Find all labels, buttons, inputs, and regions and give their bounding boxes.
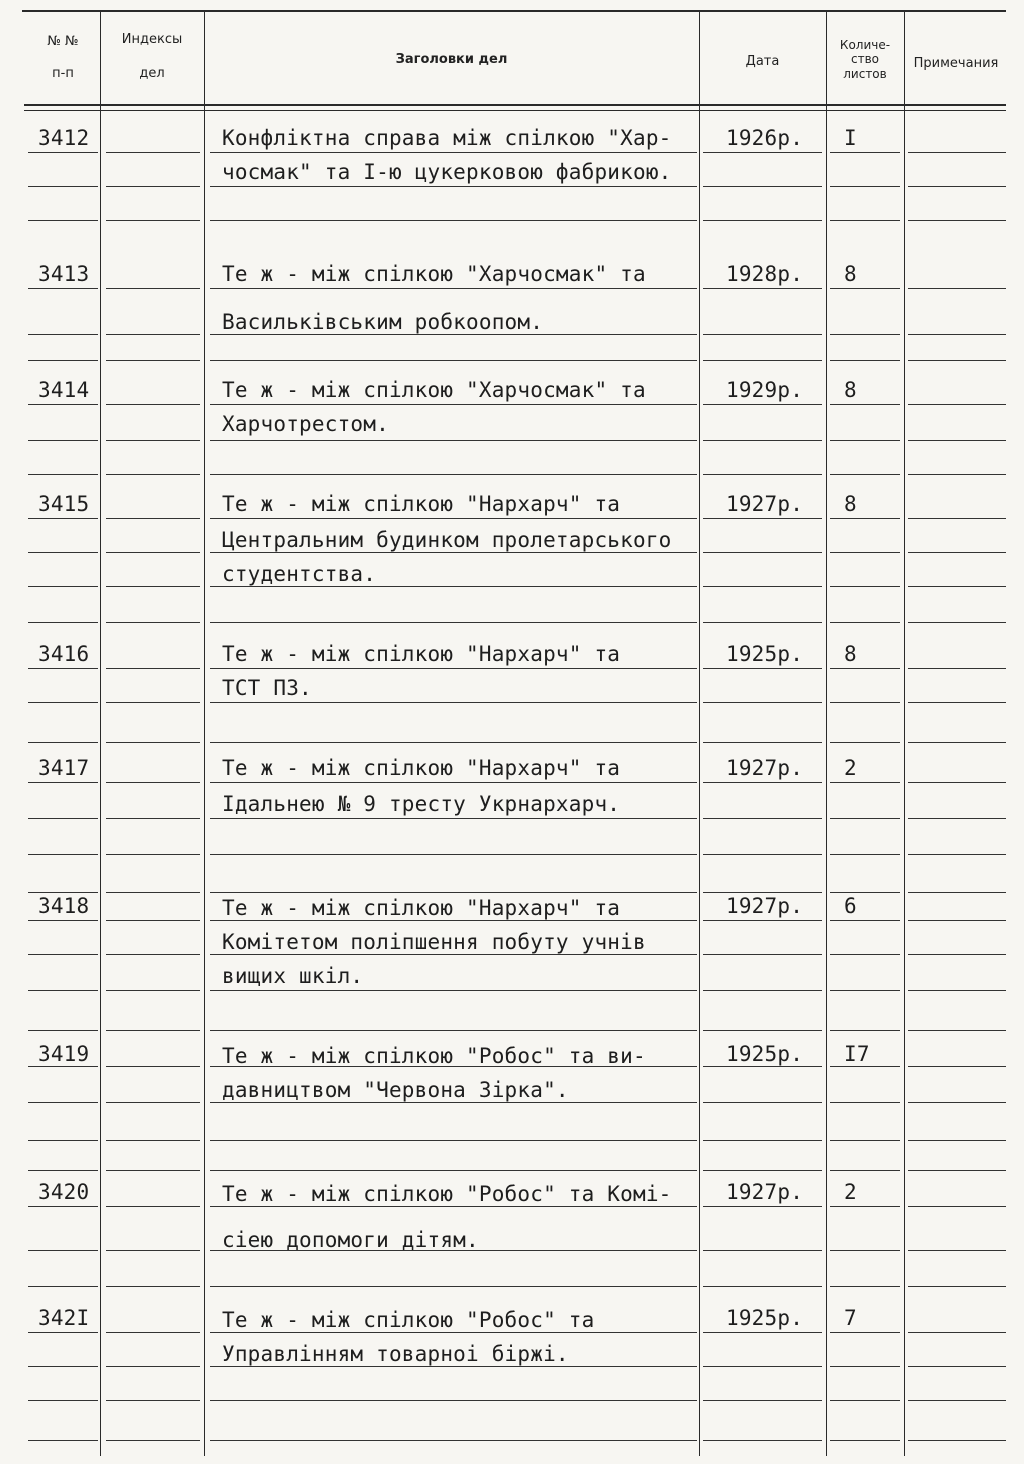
ruled-line [106, 818, 200, 819]
ruled-line [830, 1066, 900, 1067]
ruled-line [106, 1206, 200, 1207]
ruled-line [908, 1030, 1006, 1031]
ruled-line [210, 1170, 697, 1171]
ruled-line [28, 474, 98, 475]
ruled-line [703, 622, 822, 623]
header-index-line: дел [139, 66, 165, 82]
ruled-line [28, 334, 98, 335]
record-title-line: студентства. [222, 562, 377, 586]
record-number: 3420 [38, 1180, 90, 1204]
ruled-line [106, 186, 200, 187]
ruled-line [210, 892, 697, 893]
record-date: 1926р. [726, 126, 804, 150]
ruled-line [703, 1332, 822, 1333]
ruled-line [210, 990, 697, 991]
ruled-line [210, 1286, 697, 1287]
ruled-line [908, 1332, 1006, 1333]
ruled-line [908, 1170, 1006, 1171]
ruled-line [908, 1286, 1006, 1287]
ruled-line [28, 920, 98, 921]
record-title-line: Те ж - мiж спiлкою "Нархарч" та [222, 756, 621, 780]
ruled-line [703, 1140, 822, 1141]
ruled-line [106, 1332, 200, 1333]
header-count-line: Количе- [839, 38, 891, 52]
ruled-line [908, 440, 1006, 441]
ruled-line [28, 1066, 98, 1067]
ruled-line [830, 186, 900, 187]
ruled-line [28, 702, 98, 703]
ruled-line [703, 742, 822, 743]
ruled-line [106, 892, 200, 893]
ruled-line [106, 702, 200, 703]
ruled-line [106, 404, 200, 405]
ruled-line [703, 220, 822, 221]
record-title-line: Те ж - мiж спiлкою "Робос" та ви- [222, 1044, 646, 1068]
ruled-line [703, 404, 822, 405]
ruled-line [830, 586, 900, 587]
ruled-line [908, 152, 1006, 153]
ruled-line [908, 552, 1006, 553]
ruled-line [28, 954, 98, 955]
ruled-line [703, 702, 822, 703]
ruled-line [106, 1366, 200, 1367]
header-number [28, 34, 98, 99]
ruled-line [28, 404, 98, 405]
header-index [102, 32, 202, 101]
record-date: 1925р. [726, 1042, 804, 1066]
ruled-line [908, 742, 1006, 743]
ruled-line [830, 702, 900, 703]
ruled-line [106, 1440, 200, 1441]
ruled-line [703, 1366, 822, 1367]
ruled-line [106, 552, 200, 553]
ruled-line [830, 1366, 900, 1367]
ruled-line [908, 220, 1006, 221]
record-title-line: Управлiнням товарноi бiржi. [222, 1342, 569, 1366]
ruled-line [703, 1066, 822, 1067]
ruled-line [703, 1102, 822, 1103]
ruled-line [106, 954, 200, 955]
record-number: 3417 [38, 756, 90, 780]
ruled-line [908, 518, 1006, 519]
ruled-line [703, 474, 822, 475]
ruled-line [830, 920, 900, 921]
ruled-line [703, 288, 822, 289]
record-number: 3415 [38, 492, 90, 516]
record-number: 3419 [38, 1042, 90, 1066]
ruled-line [28, 1366, 98, 1367]
record-title-line: давництвом "Червона Зiрка". [222, 1078, 569, 1102]
header-count-line: листов [843, 66, 887, 81]
ruled-line [830, 288, 900, 289]
ruled-line [908, 920, 1006, 921]
ruled-line [210, 1332, 697, 1333]
ruled-line [28, 1332, 98, 1333]
ruled-line [210, 474, 697, 475]
header-count [826, 38, 904, 81]
ruled-line [210, 920, 697, 921]
ruled-line [28, 892, 98, 893]
ruled-line [28, 1206, 98, 1207]
header-number-line: п-п [52, 66, 74, 82]
ruled-line [703, 1440, 822, 1441]
ruled-line [28, 1400, 98, 1401]
ruled-line [908, 404, 1006, 405]
ruled-line [28, 818, 98, 819]
ruled-line [830, 152, 900, 153]
ruled-line [703, 920, 822, 921]
record-title-line: вищих шкiл. [222, 964, 364, 988]
ruled-line [830, 474, 900, 475]
ruled-line [703, 518, 822, 519]
ruled-line [28, 668, 98, 669]
ruled-line [106, 1030, 200, 1031]
column-divider [904, 12, 905, 1456]
ruled-line [210, 1140, 697, 1141]
ruled-line [106, 1250, 200, 1251]
ruled-line [830, 1440, 900, 1441]
record-date: 1925р. [726, 642, 804, 666]
ruled-line [830, 1170, 900, 1171]
ruled-line [210, 334, 697, 335]
ruled-line [28, 518, 98, 519]
ruled-line [830, 782, 900, 783]
ruled-line [703, 818, 822, 819]
record-number: 3412 [38, 126, 90, 150]
ruled-line [703, 1206, 822, 1207]
column-divider [204, 12, 205, 1456]
ruled-line [28, 552, 98, 553]
ruled-line [703, 360, 822, 361]
top-rule [22, 10, 1006, 12]
record-date: 1927р. [726, 492, 804, 516]
ruled-line [28, 782, 98, 783]
ruled-line [830, 622, 900, 623]
ruled-line [210, 186, 697, 187]
ruled-line [703, 854, 822, 855]
ruled-line [908, 1366, 1006, 1367]
ruled-line [908, 186, 1006, 187]
ruled-line [106, 668, 200, 669]
ruled-line [703, 586, 822, 587]
ruled-line [703, 552, 822, 553]
record-date: 1925р. [726, 1306, 804, 1330]
ruled-line [830, 1332, 900, 1333]
header-date: Дата [745, 54, 780, 69]
ruled-line [210, 360, 697, 361]
record-number: 3416 [38, 642, 90, 666]
ruled-line [703, 334, 822, 335]
column-divider [100, 12, 101, 1456]
ruled-line [210, 220, 697, 221]
ruled-line [830, 1030, 900, 1031]
ruled-line [830, 360, 900, 361]
ruled-line [703, 892, 822, 893]
ruled-line [703, 1170, 822, 1171]
header-index-line: Индексы [121, 32, 183, 47]
ruled-line [28, 990, 98, 991]
ruled-line [106, 1140, 200, 1141]
ruled-line [908, 1250, 1006, 1251]
ruled-line [210, 818, 697, 819]
record-title-line: Те ж - мiж спiлкою "Нархарч" та [222, 642, 621, 666]
ruled-line [28, 854, 98, 855]
ruled-line [830, 334, 900, 335]
header-rule [24, 110, 1006, 111]
ruled-line [908, 702, 1006, 703]
record-number: 3414 [38, 378, 90, 402]
ruled-line [28, 586, 98, 587]
ruled-line [106, 152, 200, 153]
ruled-line [106, 1066, 200, 1067]
record-date: 1927р. [726, 756, 804, 780]
ruled-line [908, 990, 1006, 991]
ruled-line [908, 334, 1006, 335]
ruled-line [106, 518, 200, 519]
ruled-line [210, 404, 697, 405]
record-number: 3418 [38, 894, 90, 918]
ruled-line [28, 1250, 98, 1251]
ruled-line [210, 586, 697, 587]
ruled-line [28, 440, 98, 441]
record-title-line: Iдальнею № 9 тресту Укрнархарч. [222, 792, 621, 816]
ruled-line [106, 1286, 200, 1287]
ruled-line [28, 1030, 98, 1031]
ruled-line [908, 288, 1006, 289]
ruled-line [908, 1140, 1006, 1141]
ruled-line [28, 1440, 98, 1441]
ruled-line [830, 1400, 900, 1401]
ruled-line [106, 622, 200, 623]
ruled-line [908, 622, 1006, 623]
ruled-line [210, 742, 697, 743]
ruled-line [210, 288, 697, 289]
ruled-line [28, 288, 98, 289]
ruled-line [703, 440, 822, 441]
ruled-line [908, 1206, 1006, 1207]
ruled-line [908, 474, 1006, 475]
ruled-line [28, 152, 98, 153]
ruled-line [210, 668, 697, 669]
ruled-line [830, 954, 900, 955]
ruled-line [28, 622, 98, 623]
ruled-line [210, 782, 697, 783]
record-date: 1929р. [726, 378, 804, 402]
ruled-line [830, 220, 900, 221]
header-titles: Заголовки дел [395, 52, 508, 67]
ruled-line [28, 1286, 98, 1287]
ruled-line [830, 518, 900, 519]
record-title-line: ТСТ ПЗ. [222, 676, 312, 700]
ruled-line [106, 990, 200, 991]
record-title-line: Комiтетом полiпшення побуту учнiв [222, 930, 646, 954]
ruled-line [210, 152, 697, 153]
ruled-line [106, 440, 200, 441]
ruled-line [210, 954, 697, 955]
header-notes: Примечания [913, 56, 999, 71]
record-title-line: Те ж - мiж спiлкою "Харчосмак" та [222, 262, 646, 286]
ruled-line [703, 1400, 822, 1401]
record-title-line: Васильківським робкоопом. [222, 310, 544, 334]
ruled-line [28, 186, 98, 187]
ruled-line [106, 334, 200, 335]
ruled-line [908, 818, 1006, 819]
ruled-line [908, 668, 1006, 669]
ruled-line [210, 1400, 697, 1401]
ruled-line [28, 360, 98, 361]
ruled-line [908, 586, 1006, 587]
record-number: 3413 [38, 262, 90, 286]
record-date: 1927р. [726, 894, 804, 918]
ruled-line [28, 220, 98, 221]
ruled-line [106, 288, 200, 289]
record-count: 8 [844, 642, 857, 666]
record-title-line: сiею допомоги дiтям. [222, 1228, 479, 1252]
ruled-line [210, 440, 697, 441]
ruled-line [703, 782, 822, 783]
ruled-line [106, 920, 200, 921]
column-divider [699, 12, 700, 1456]
ruled-line [106, 360, 200, 361]
record-title-line: Конфлiктна справа мiж спiлкою "Хар- [222, 126, 672, 150]
ruled-line [210, 854, 697, 855]
ruled-line [106, 782, 200, 783]
ruled-line [908, 1440, 1006, 1441]
ruled-line [830, 440, 900, 441]
ruled-line [106, 1400, 200, 1401]
ruled-line [106, 474, 200, 475]
record-count: I7 [844, 1042, 870, 1066]
ruled-line [106, 742, 200, 743]
ruled-line [703, 954, 822, 955]
ruled-line [908, 954, 1006, 955]
ruled-line [830, 818, 900, 819]
ruled-line [210, 702, 697, 703]
ruled-line [830, 1140, 900, 1141]
record-title-line: Те ж - мiж спiлкою "Робос" та Комi- [222, 1182, 672, 1206]
header-count-line: ство [850, 52, 879, 67]
record-count: 2 [844, 1180, 857, 1204]
record-date: 1927р. [726, 1180, 804, 1204]
record-title-line: Те ж - мiж спiлкою "Робос" та [222, 1308, 595, 1332]
record-count: 8 [844, 262, 857, 286]
ruled-line [830, 892, 900, 893]
ruled-line [908, 1102, 1006, 1103]
ruled-line [703, 1030, 822, 1031]
ruled-line [830, 854, 900, 855]
ruled-line [703, 152, 822, 153]
ruled-line [830, 1250, 900, 1251]
ruled-line [830, 668, 900, 669]
ruled-line [908, 1066, 1006, 1067]
ruled-line [210, 518, 697, 519]
record-count: 8 [844, 492, 857, 516]
ruled-line [830, 1206, 900, 1207]
ruled-line [106, 220, 200, 221]
ruled-line [210, 1030, 697, 1031]
record-count: 2 [844, 756, 857, 780]
ruled-line [210, 622, 697, 623]
ruled-line [703, 186, 822, 187]
ruled-line [830, 1102, 900, 1103]
ruled-line [703, 1250, 822, 1251]
ruled-line [210, 1206, 697, 1207]
record-title-line: чосмак" та I-ю цукерковою фабрикою. [222, 160, 672, 184]
ruled-line [830, 742, 900, 743]
ruled-line [830, 1286, 900, 1287]
ruled-line [28, 742, 98, 743]
record-title-line: Те ж - мiж спiлкою "Нархарч" та [222, 896, 621, 920]
ruled-line [908, 892, 1006, 893]
ruled-line [908, 1400, 1006, 1401]
ruled-line [28, 1170, 98, 1171]
record-number: 342I [38, 1306, 90, 1330]
record-count: I [844, 126, 857, 150]
ruled-line [703, 668, 822, 669]
record-count: 8 [844, 378, 857, 402]
ruled-line [210, 1102, 697, 1103]
header-number-line: № № [47, 34, 79, 49]
ruled-line [106, 854, 200, 855]
record-title-line: Харчотрестом. [222, 412, 389, 436]
header-rule [24, 104, 1006, 106]
record-count: 7 [844, 1306, 857, 1330]
record-date: 1928р. [726, 262, 804, 286]
ruled-line [210, 1366, 697, 1367]
ruled-line [28, 1140, 98, 1141]
column-divider [826, 12, 827, 1456]
record-count: 6 [844, 894, 857, 918]
ruled-line [908, 360, 1006, 361]
ruled-line [908, 782, 1006, 783]
ruled-line [703, 1286, 822, 1287]
ruled-line [106, 586, 200, 587]
ruled-line [830, 990, 900, 991]
ruled-line [28, 1102, 98, 1103]
record-title-line: Центральним будинком пролетарського [222, 528, 672, 552]
ruled-line [106, 1102, 200, 1103]
ruled-line [210, 552, 697, 553]
ruled-line [830, 404, 900, 405]
ruled-line [830, 552, 900, 553]
ruled-line [703, 990, 822, 991]
ruled-line [106, 1170, 200, 1171]
record-title-line: Те ж - мiж спiлкою "Нархарч" та [222, 492, 621, 516]
ruled-line [210, 1440, 697, 1441]
ruled-line [908, 854, 1006, 855]
record-title-line: Те ж - мiж спiлкою "Харчосмак" та [222, 378, 646, 402]
